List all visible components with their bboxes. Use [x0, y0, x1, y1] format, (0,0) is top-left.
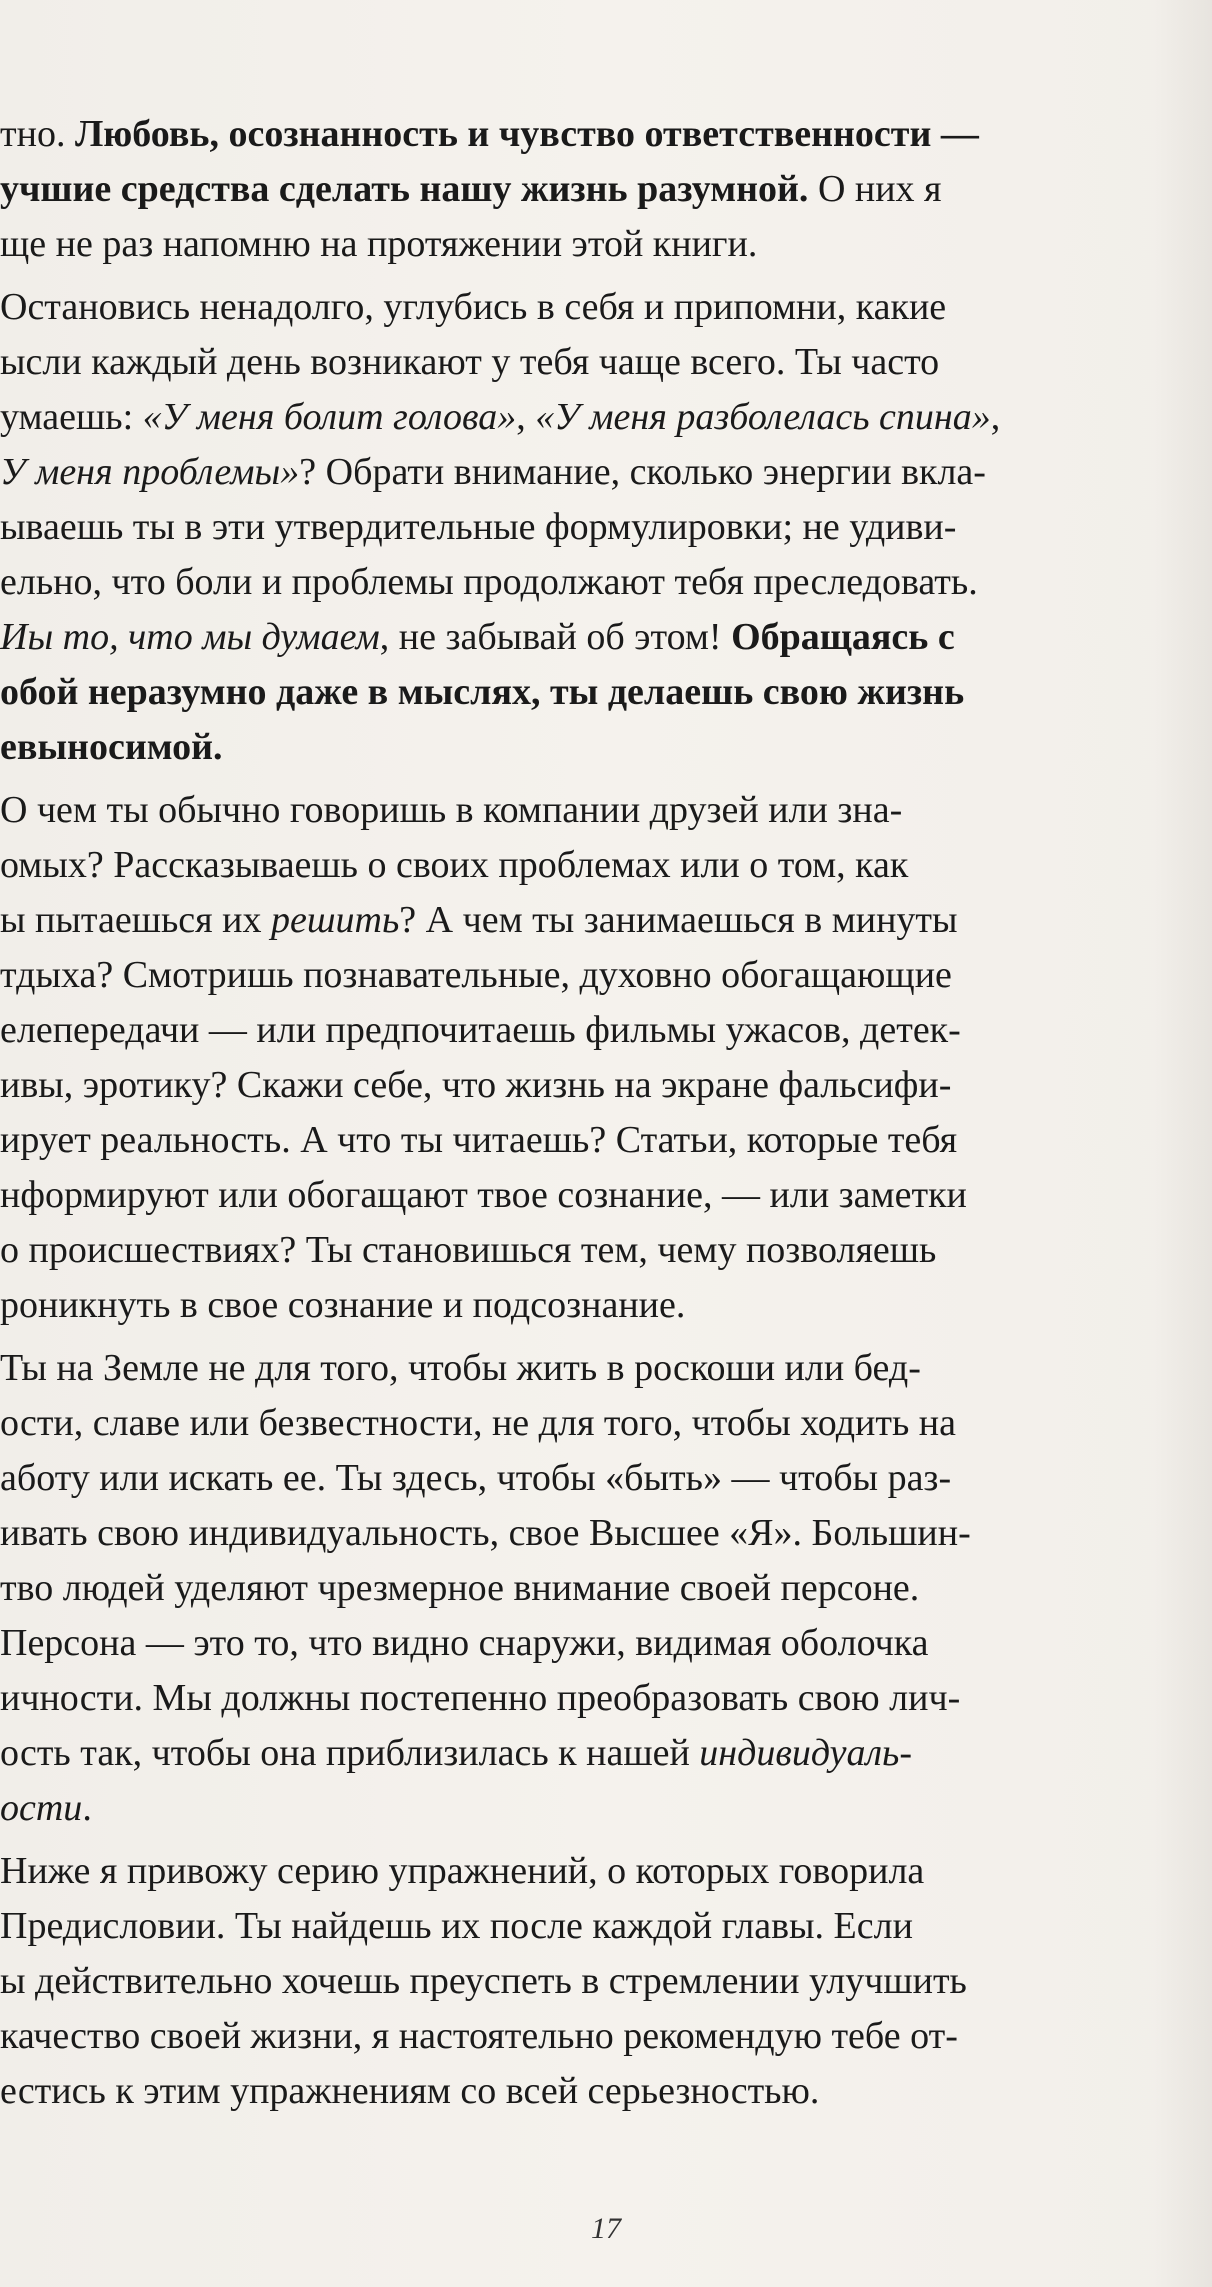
text-line — [0, 445, 1200, 500]
text-line — [0, 1003, 1200, 1058]
text-line — [0, 217, 1200, 272]
bold-text: Любовь, осознанность и чувство ответственности — — [74, 113, 979, 155]
text-run: тдыха? Смотришь познавательные, духовно обогащающие — [0, 954, 952, 996]
text-run: Предисловии. Ты найдешь их после каждой главы. Если — [0, 1905, 913, 1947]
text-line — [0, 893, 1200, 948]
text-line — [0, 335, 1200, 390]
text-run: ичности. Мы должны постепенно преобразовать свою лич- — [0, 1677, 961, 1719]
text-line — [0, 1223, 1200, 1278]
text-run: . — [82, 1787, 92, 1829]
text-line — [0, 107, 1200, 162]
text-line — [0, 2009, 1200, 2064]
text-line — [0, 1451, 1200, 1506]
text-line — [0, 665, 1200, 720]
text-run: ще не раз напомню на протяжении этой книги. — [0, 223, 758, 265]
text-run: О них я — [808, 168, 942, 210]
bold-text: Обращаясь с — [731, 616, 955, 658]
text-line — [0, 162, 1200, 217]
text-line — [0, 1396, 1200, 1451]
text-run: Ты на Земле не для того, чтобы жить в роскоши или бед- — [0, 1347, 921, 1389]
text-line — [0, 1954, 1200, 2009]
text-line — [0, 1113, 1200, 1168]
text-run: Ниже я привожу серию упражнений, о которых говорила — [0, 1850, 925, 1892]
text-run: Остановись ненадолго, углубись в себя и припомни, какие — [0, 286, 947, 328]
text-line — [0, 1781, 1200, 1836]
text-run: ысли каждый день возникают у тебя чаще всего. Ты часто — [0, 341, 940, 383]
text-line — [0, 2064, 1200, 2119]
bold-text: обой неразумно даже в мыслях, ты делаешь свою жизнь — [0, 671, 965, 713]
text-run: ельно, что боли и проблемы продолжают тебя преследовать. — [0, 561, 978, 603]
text-line — [0, 720, 1200, 775]
italic-text: ости — [0, 1787, 83, 1829]
text-run: ываешь ты в эти утвердительные формулировки; не удиви- — [0, 506, 957, 548]
paragraph-first-line — [0, 280, 1200, 335]
text-line — [0, 1168, 1200, 1223]
text-run: Персона — это то, что видно снаружи, видимая оболочка — [0, 1622, 929, 1664]
text-run: , — [990, 396, 1001, 438]
body-text — [0, 107, 1200, 2119]
italic-text: Иы то, что мы думаем — [0, 616, 380, 658]
text-run: ? А чем ты занимаешься в минуты — [399, 899, 958, 941]
text-run: аботу или искать ее. Ты здесь, чтобы «быть» — чтобы раз- — [0, 1457, 952, 1499]
text-run: ы действительно хочешь преуспеть в стремлении улучшить — [0, 1960, 967, 2002]
italic-text: решить — [270, 899, 400, 941]
text-line — [0, 500, 1200, 555]
text-run: ивать свою индивидуальность, свое Высшее «Я». Большин- — [0, 1512, 971, 1554]
text-line — [0, 555, 1200, 610]
italic-text: «У меня разболелась спина» — [535, 396, 991, 438]
text-run: , не забывай об этом! — [379, 616, 732, 658]
text-run: умаешь: — [0, 396, 143, 438]
text-run: роникнуть в свое сознание и подсознание. — [0, 1284, 686, 1326]
page-number: 17 — [591, 2212, 621, 2245]
text-run: ы пытаешься их — [0, 899, 271, 941]
text-run: ивы, эротику? Скажи себе, что жизнь на экране фальсифи- — [0, 1064, 952, 1106]
text-run: ости, славе или безвестности, не для того, чтобы ходить на — [0, 1402, 957, 1444]
text-line — [0, 948, 1200, 1003]
paragraph-first-line — [0, 783, 1200, 838]
text-line — [0, 1899, 1200, 1954]
paragraph-first-line — [0, 1341, 1200, 1396]
bold-text: евыносимой. — [0, 726, 223, 768]
text-run: омых? Рассказываешь о своих проблемах или о том, как — [0, 844, 909, 886]
text-run: нформируют или обогащают твое сознание, — или заметки — [0, 1174, 967, 1216]
text-run: ? Обрати внимание, сколько энергии вкла- — [299, 451, 986, 493]
text-run: ость так, чтобы она приблизилась к нашей — [0, 1732, 700, 1774]
text-line — [0, 390, 1200, 445]
text-run: О чем ты обычно говоришь в компании друзей или зна- — [0, 789, 903, 831]
text-line — [0, 838, 1200, 893]
italic-text: «У меня болит голова» — [142, 396, 517, 438]
text-run: качество своей жизни, я настоятельно рекомендую тебе от- — [0, 2015, 958, 2057]
text-run: тно. — [0, 113, 75, 155]
paragraph-first-line — [0, 1844, 1200, 1899]
text-line — [0, 1278, 1200, 1333]
text-line — [0, 1058, 1200, 1113]
text-line — [0, 1671, 1200, 1726]
bold-text: учшие средства сделать нашу жизнь разумной. — [0, 168, 809, 210]
text-line — [0, 1726, 1200, 1781]
text-line — [0, 610, 1200, 665]
text-run: тво людей уделяют чрезмерное внимание своей персоне. — [0, 1567, 920, 1609]
text-run: о происшествиях? Ты становишься тем, чему позволяешь — [0, 1229, 937, 1271]
text-run: ирует реальность. А что ты читаешь? Статьи, которые тебя — [0, 1119, 958, 1161]
text-line — [0, 1616, 1200, 1671]
italic-text: У меня проблемы» — [0, 451, 300, 493]
text-run: елепередачи — или предпочитаешь фильмы ужасов, детек- — [0, 1009, 961, 1051]
text-run: естись к этим упражнениям со всей серьезностью. — [0, 2070, 820, 2112]
text-run: , — [516, 396, 536, 438]
text-line — [0, 1561, 1200, 1616]
italic-text: индивидуаль- — [699, 1732, 912, 1774]
text-line — [0, 1506, 1200, 1561]
